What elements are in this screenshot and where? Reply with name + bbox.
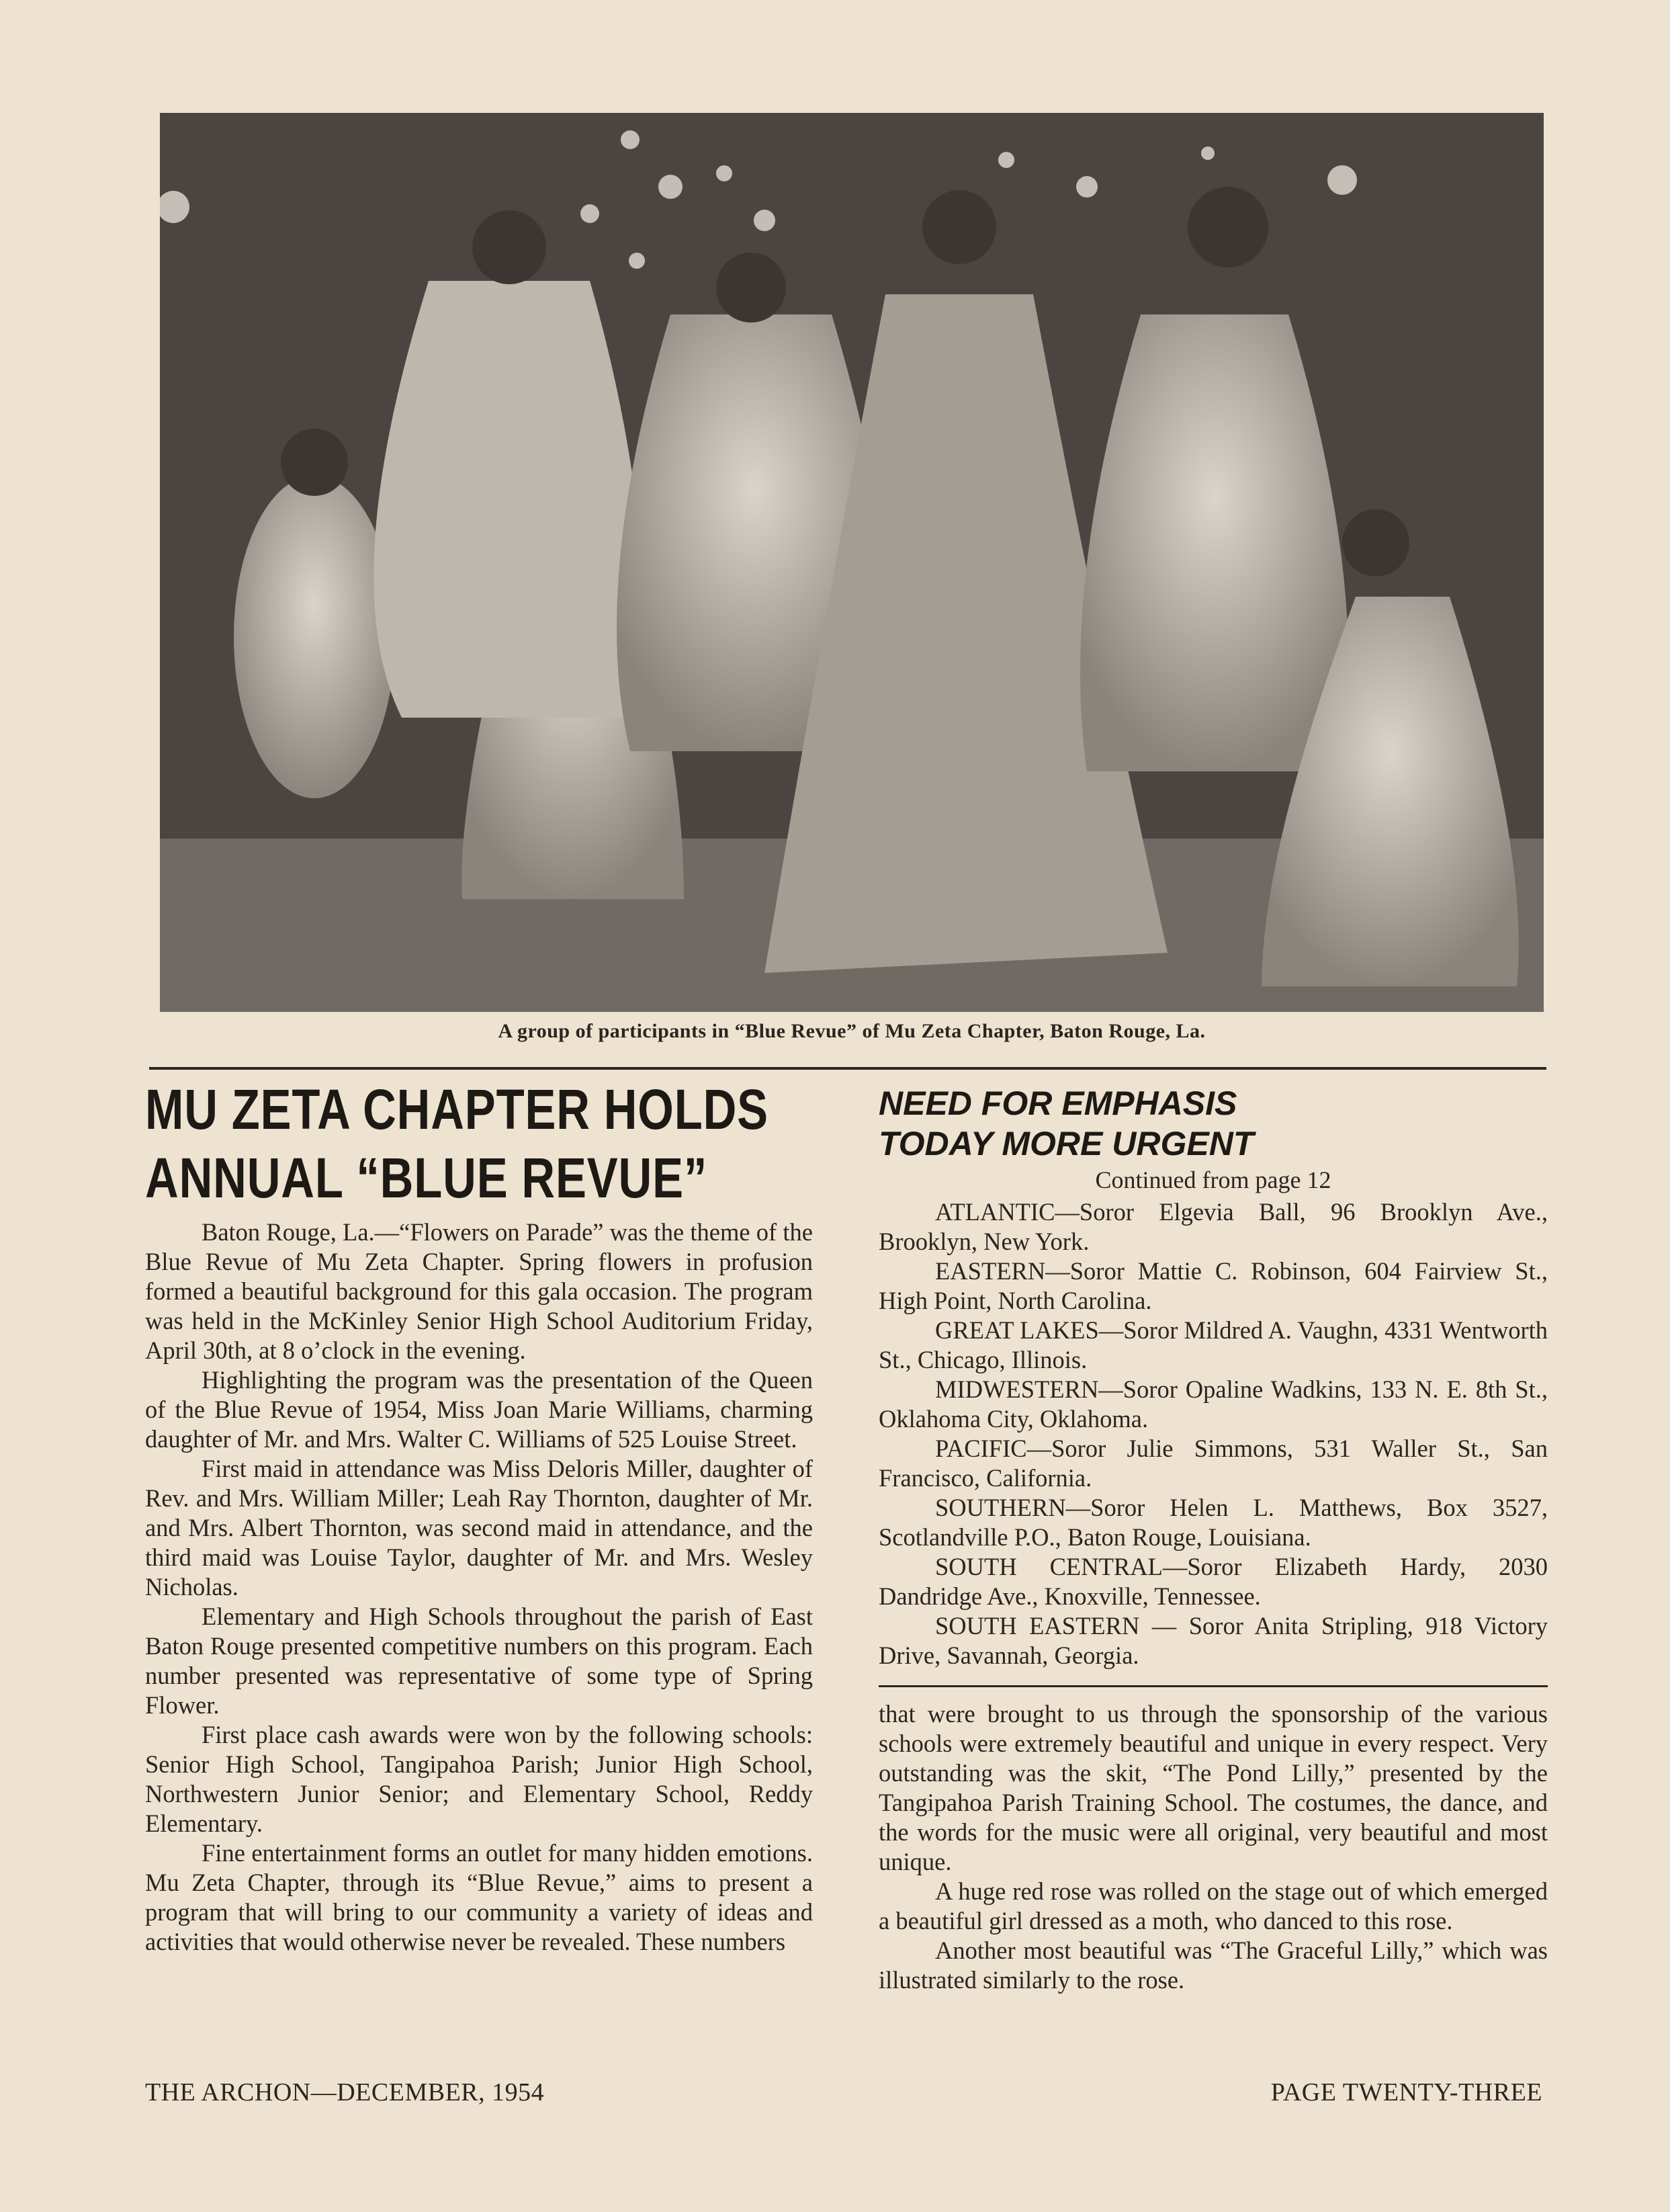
continued-note: Continued from page 12 <box>1095 1166 1331 1193</box>
photo-illustration <box>160 113 1544 1012</box>
column-divider <box>879 1685 1548 1687</box>
paragraph: that were brought to us through the sponsorship of the various schools were extremely beautiful and unique in every respect. Very outstanding was the skit, “The Pond Lilly,” presented by the Tangipahoa Parish Training School. The costumes, the dance, and the words for the music were all original, very beautiful and most unique. <box>879 1700 1548 1875</box>
subhead-line-2: TODAY MORE URGENT <box>879 1125 1254 1162</box>
subhead-line-1: NEED FOR EMPHASIS <box>879 1084 1237 1122</box>
group-photo <box>160 113 1544 1012</box>
paragraph: First place cash awards were won by the following schools: Senior High School, Tangipahoa Parish; Junior High School, Northwestern Junior Senior; and Elementary School, Reddy Elementary. <box>145 1721 813 1837</box>
paragraph: Another most beautiful was “The Graceful Lilly,” which was illustrated similarly to the rose. <box>879 1937 1548 1994</box>
list-item: GREAT LAKES—Soror Mildred A. Vaughn, 4331 Wentworth St., Chicago, Illinois. <box>879 1316 1548 1373</box>
list-item: ATLANTIC—Soror Elgevia Ball, 96 Brooklyn Ave., Brooklyn, New York. <box>879 1198 1548 1255</box>
list-item: EASTERN—Soror Mattie C. Robinson, 604 Fairview St., High Point, North Carolina. <box>879 1257 1548 1314</box>
publication-footer: THE ARCHON—DECEMBER, 1954 <box>145 2078 545 2107</box>
right-column <box>879 1083 1548 1995</box>
paragraph: Highlighting the program was the presentation of the Queen of the Blue Revue of 1954, Miss Joan Marie Williams, charming daughter of Mr. and Mrs. Walter C. Williams of 525 Louise Street. <box>145 1366 813 1453</box>
list-item: SOUTH CENTRAL—Soror Elizabeth Hardy, 2030 Dandridge Ave., Knoxville, Tennessee. <box>879 1553 1548 1610</box>
list-item: MIDWESTERN—Soror Opaline Wadkins, 133 N. E. 8th St., Oklahoma City, Oklahoma. <box>879 1375 1548 1433</box>
paragraph: Fine entertainment forms an outlet for many hidden emotions. Mu Zeta Chapter, through its “Blue Revue,” aims to present a program that will bring to our community a variety of ideas and activities that would otherwise never be revealed. These numbers <box>145 1839 813 1955</box>
headline-line-2: ANNUAL “BLUE REVUE” <box>145 1146 708 1209</box>
left-column <box>145 1075 813 1957</box>
list-item: PACIFIC—Soror Julie Simmons, 531 Waller St., San Francisco, California. <box>879 1435 1548 1492</box>
headline-line-1: MU ZETA CHAPTER HOLDS <box>145 1078 768 1141</box>
article-headline <box>145 1075 813 1212</box>
sidebar-headline <box>879 1083 1548 1164</box>
paragraph: Elementary and High Schools throughout the parish of East Baton Rouge presented competitive numbers on this program. Each number presented was representative of some type of Spring Flower. <box>145 1603 813 1719</box>
paragraph: A huge red rose was rolled on the stage out of which emerged a beautiful girl dressed as a moth, who danced to this rose. <box>879 1877 1548 1934</box>
list-item: SOUTHERN—Soror Helen L. Matthews, Box 3527, Scotlandville P.O., Baton Rouge, Louisiana. <box>879 1494 1548 1551</box>
paragraph: Baton Rouge, La.—“Flowers on Parade” was the theme of the Blue Revue of Mu Zeta Chapter. Spring flowers in profusion formed a beautiful background for this gala occasion. The program was held in the McKinley Senior High School Auditorium Friday, April 30th, at 8 o’clock in the evening. <box>145 1218 813 1364</box>
page-number: PAGE TWENTY-THREE <box>1270 2078 1542 2107</box>
top-divider <box>149 1067 1546 1070</box>
photo-caption: A group of participants in “Blue Revue” of Mu Zeta Chapter, Baton Rouge, La. <box>498 1020 1206 1042</box>
article-body <box>145 1218 813 1957</box>
article-continuation <box>879 1699 1548 1995</box>
paragraph: First maid in attendance was Miss Deloris Miller, daughter of Rev. and Mrs. William Miller; Leah Ray Thornton, daughter of Mr. and Mrs. Albert Thornton, was second maid in attendance, and the third maid was Louise Taylor, daughter of Mr. and Mrs. Wesley Nicholas. <box>145 1455 813 1601</box>
list-item: SOUTH EASTERN — Soror Anita Stripling, 918 Victory Drive, Savannah, Georgia. <box>879 1612 1548 1669</box>
regional-directors-list <box>879 1197 1548 1670</box>
